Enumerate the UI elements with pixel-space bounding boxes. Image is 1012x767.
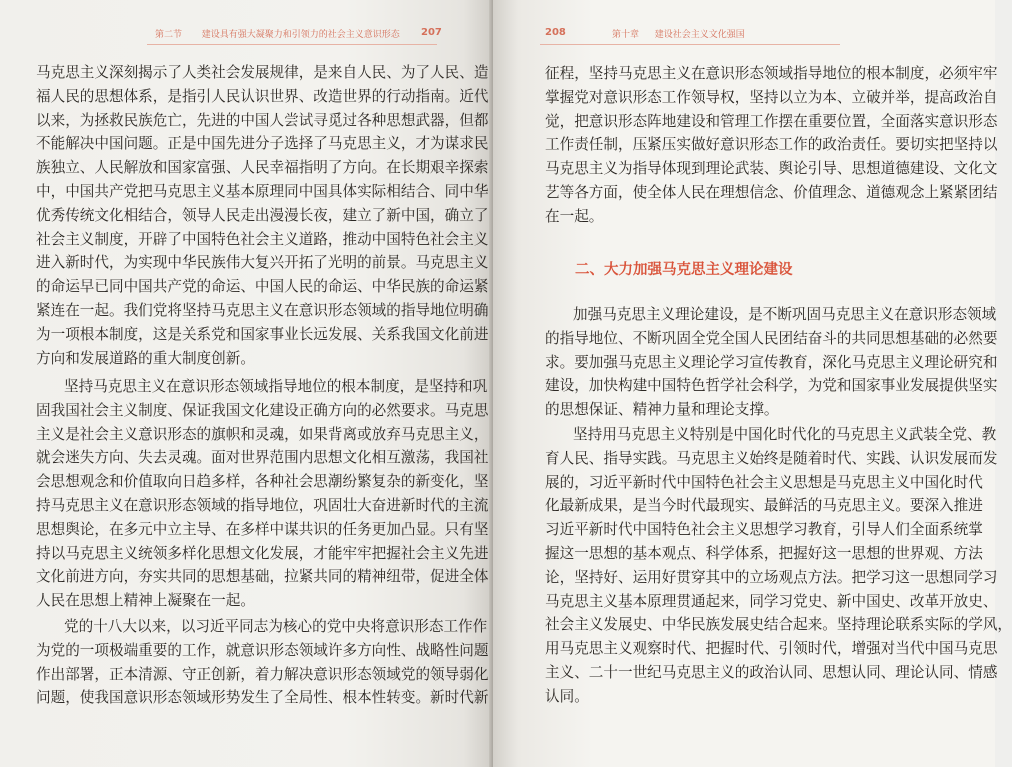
text-line: 文化前进方向，夯实共同的思想基础，拉紧共同的精神纽带，促进全体 [36,568,489,586]
text-line: 以来，为拯救民族危亡，先进的中国人尝试寻觅过各种思想武器，但都 [36,111,489,129]
text-line: 握这一思想的基本观点、科学体系，把握好这一思想的世界观、方法 [545,544,983,562]
left-paragraph-2 [36,375,489,613]
text-line: 马克思主义为指导体现到理论武装、舆论引导、思想道德建设、文化文 [545,160,998,178]
left-paragraph-1 [36,61,489,370]
text-line: 紧连在一起。我们党将坚持马克思主义在意识形态领域的指导地位明确 [36,301,489,319]
text-line: 认同。 [545,687,589,705]
text-line: 为一项根本制度，这是关系党和国家事业长远发展、关系我国文化前进 [36,325,489,343]
text-line: 觉，把意识形态阵地建设和管理工作摆在重要位置，全面落实意识形态 [545,112,998,130]
right-paragraph-2 [545,303,998,422]
text-line: 用马克思主义观察时代、把握时代、引领时代，增强对当代中国马克思 [545,640,998,658]
text-line: 为党的一项极端重要的工作，就意识形态领域许多方向性、战略性问题 [36,641,489,659]
left-paragraph-3 [36,615,489,710]
text-line: 工作责任制，压紧压实做好意识形态工作的政治责任。要切实把坚持以 [545,136,998,154]
text-line: 不能解决中国问题。正是中国先进分子选择了马克思主义，才为谋求民 [36,135,489,153]
section-heading: 二、大力加强马克思主义理论建设 [575,262,793,278]
text-line: 党的十八大以来，以习近平同志为核心的党中央将意识形态工作作 [64,618,488,635]
text-line: 在一起。 [545,207,604,225]
left-header-rule [147,44,437,45]
right-page-number: 208 [545,27,566,38]
text-line: 的思想保证、精神力量和理论支撑。 [545,401,779,419]
text-line: 展的，习近平新时代中国特色社会主义思想是马克思主义中国化时代 [545,473,983,491]
text-line: 马克思主义深刻揭示了人类社会发展规律，是来自人民、为了人民、造 [36,64,489,81]
text-line: 中，中国共产党把马克思主义基本原理同中国具体实际相结合、同中华 [36,182,489,200]
text-line: 征程，坚持马克思主义在意识形态领域指导地位的根本制度，必须牢牢 [545,65,998,82]
text-line: 坚持用马克思主义特别是中国化时代化的马克思主义武装全党、教 [573,426,997,443]
text-line: 持以马克思主义统领多样化思想文化发展，才能牢牢把握社会主义先进 [36,544,489,562]
left-page [0,0,493,767]
text-line: 求。要加强马克思主义理论学习宣传教育，深化马克思主义理论研究和 [545,353,998,371]
text-line: 方向和发展道路的重大制度创新。 [36,349,255,367]
text-line: 人民在思想上精神上凝聚在一起。 [36,592,255,610]
text-line: 马克思主义基本原理贯通起来，同学习党史、新中国史、改革开放史、 [545,592,998,610]
text-line: 进入新时代，为实现中华民族伟大复兴开拓了光明的前景。马克思主义 [36,254,489,272]
text-line: 加强马克思主义理论建设，是不断巩固马克思主义在意识形态领域 [573,306,997,323]
text-line: 主义是社会主义意识形态的旗帜和灵魂，如果背离或放弃马克思主义， [36,425,489,443]
text-line: 思想舆论，在多元中立主导、在多样中谋共识的任务更加凸显。只有坚 [36,520,489,538]
right-running-header [612,27,745,40]
text-line: 掌握党对意识形态工作领导权，坚持以立为本、立破并举，提高政治自 [545,88,998,106]
text-line: 坚持马克思主义在意识形态领域指导地位的根本制度，是坚持和巩 [64,378,488,395]
text-line: 作出部署，正本清源、守正创新，着力解决意识形态领域党的领导弱化 [36,665,489,683]
text-line: 习近平新时代中国特色社会主义思想学习教育，引导人们全面系统掌 [545,521,983,539]
text-line: 问题，使我国意识形态领域形势发生了全局性、根本性转变。新时代新 [36,689,489,707]
left-running-header [155,27,400,40]
left-header-title: 建设具有强大凝聚力和引领力的社会主义意识形态 [201,30,400,40]
left-page-number: 207 [421,27,442,38]
text-line: 福人民的思想体系，是指引人民认识世界、改造世界的行动指南。近代 [36,87,489,105]
right-paragraph-1 [545,62,998,229]
right-paragraph-3 [545,423,1012,709]
text-line: 育人民、指导实践。马克思主义始终是随着时代、实践、认识发展而发 [545,449,998,467]
text-line: 会思想观念和价值取向日趋多样，各种社会思潮纷繁复杂的新变化，坚 [36,473,489,491]
text-line: 主义、二十一世纪马克思主义的政治认同、思想认同、理论认同、情感 [545,663,998,681]
text-line: 论，坚持好、运用好贯穿其中的立场观点方法。把学习这一思想同学习 [545,568,998,586]
text-line: 优秀传统文化相结合，领导人民走出漫漫长夜，建立了新中国，确立了 [36,206,489,224]
text-line: 的指导地位、不断巩固全党全国人民团结奋斗的共同思想基础的必然要 [545,329,998,347]
text-line: 社会主义制度，开辟了中国特色社会主义道路，推动中国特色社会主义 [36,230,489,248]
text-line: 持马克思主义在意识形态领域的指导地位，巩固壮大奋进新时代的主流 [36,496,489,514]
text-line: 社会主义发展史、中华民族发展史结合起来。坚持理论联系实际的学风， [545,616,1012,634]
right-header-title: 建设社会主义文化强国 [654,30,745,40]
text-line: 艺等各方面，使全体人民在理想信念、价值理念、道德观念上紧紧团结 [545,183,998,201]
right-header-rule [540,44,840,45]
text-line: 族独立、人民解放和国家富强、人民幸福指明了方向。在长期艰辛探索 [36,159,489,177]
text-line: 建设，加快构建中国特色哲学社会科学，为党和国家事业发展提供坚实 [545,377,998,395]
text-line: 固我国社会主义制度、保证我国文化建设正确方向的必然要求。马克思 [36,401,489,419]
left-header-section: 第二节 [155,30,183,40]
text-line: 就会迷失方向、失去灵魂。面对世界范围内思想文化相互激荡，我国社 [36,449,489,467]
right-header-chapter: 第十章 [612,30,640,40]
text-line: 化最新成果，是当今时代最现实、最鲜活的马克思主义。要深入推进 [545,497,983,515]
text-line: 的命运早已同中国共产党的命运、中国人民的命运、中华民族的命运紧 [36,278,489,296]
